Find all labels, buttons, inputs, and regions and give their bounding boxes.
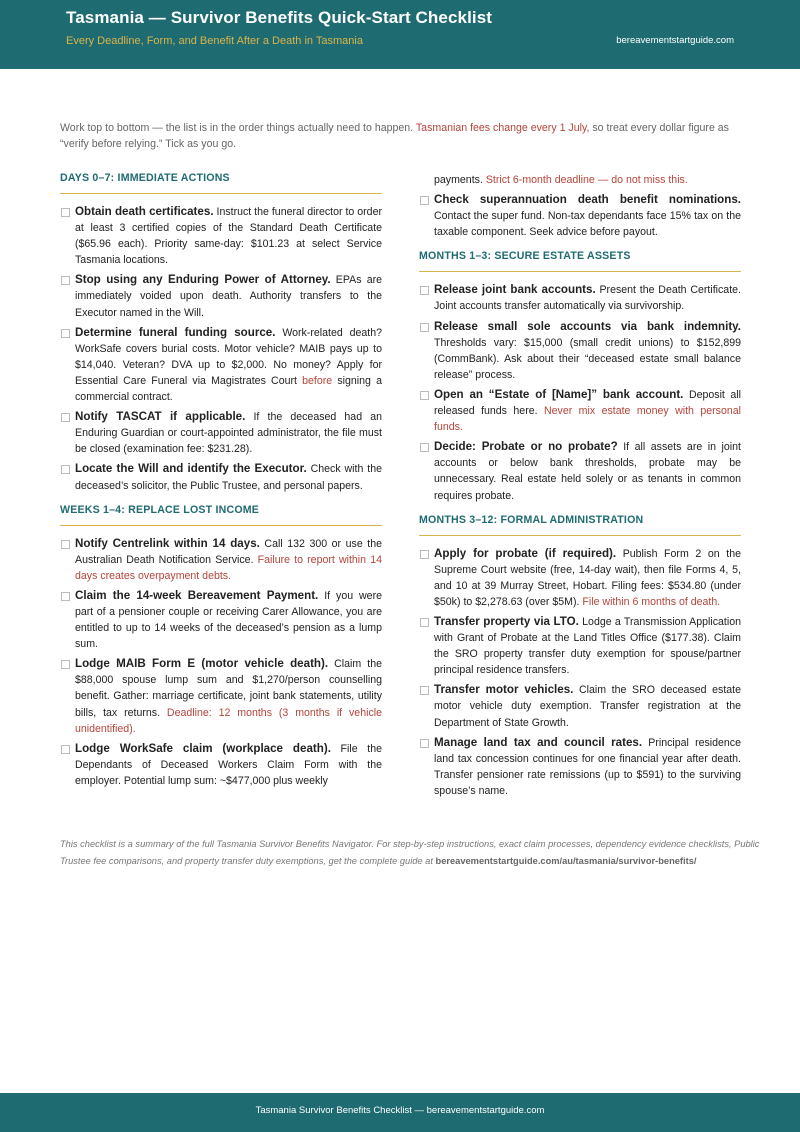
item-body: Lodge a Transmission Application with Grant of Probate at the Land Titles Office ($177.38). Claim the SRO property transfer duty exemption for spouse/partner principal residence transfers. — [434, 615, 741, 677]
checklist-item — [60, 656, 382, 736]
item-heading: Locate the Will and identify the Executor. — [75, 462, 307, 476]
checkbox[interactable] — [420, 443, 429, 452]
item-body: payments. — [434, 174, 486, 186]
item-body: Deposit all released funds here. — [434, 388, 741, 418]
item-body: If you were part of a pensioner couple or receiving Carer Allowance, you are entitled to up to 14 weeks of the deceased’s pension as a lump sum. — [75, 589, 382, 651]
item-body: signing a commercial contract. — [75, 374, 382, 404]
checkbox[interactable] — [420, 618, 429, 627]
item-heading: Stop using any Enduring Power of Attorney. — [75, 273, 331, 287]
guide-link[interactable]: bereavementstartguide.com/au/tasmania/survivor-benefits/ — [435, 855, 697, 866]
checklist-item — [419, 319, 741, 383]
checklist-item — [419, 387, 741, 435]
item-warning: before — [302, 374, 333, 387]
item-body: Claim the SRO deceased estate motor vehicle duty exemption. Transfer registration at the Department of State Growth. — [434, 684, 741, 729]
checkbox[interactable] — [420, 196, 429, 205]
checkbox[interactable] — [420, 739, 429, 748]
checkbox[interactable] — [61, 276, 70, 285]
checkbox[interactable] — [61, 465, 70, 474]
section-title: DAYS 0–7: IMMEDIATE ACTIONS — [60, 172, 382, 194]
item-continuation — [419, 172, 741, 188]
checklist-item — [60, 325, 382, 405]
item-heading: Release joint bank accounts. — [434, 283, 596, 297]
item-body: If the deceased had an Enduring Guardian or court-appointed administrator, the file must be closed (examination fee: $231.28). — [75, 411, 383, 456]
footnote-text: This checklist is a summary of the full Tasmania Survivor Benefits Navigator. For step-by-step instructions, exact claim processes, dependency evidence checklists, Public Trustee fee comparisons, and property transfer duty exemptions, get the complete guide at — [60, 839, 760, 866]
checkbox[interactable] — [420, 391, 429, 400]
checklist-item — [60, 536, 382, 584]
item-body: If all assets are in joint accounts or below bank thresholds, probate may be unnecessary. Real estate held solely or as tenants in common requires probate. — [434, 441, 741, 502]
checklist-item — [419, 735, 741, 799]
item-warning: Strict 6-month deadline — do not miss this. — [485, 174, 688, 186]
item-heading: Release small sole accounts via bank indemnity. — [434, 319, 741, 333]
item-heading: Apply for probate (if required). — [434, 546, 617, 560]
checklist-item — [419, 682, 741, 730]
item-body: Contact the super fund. Non-tax dependants face 15% tax on the taxable component. Seek advice before payout. — [434, 210, 741, 239]
checklist-item — [60, 588, 382, 652]
item-body: Work-related death? WorkSafe covers burial costs. Motor vehicle? MAIB pays up to $14,040. Veteran? DVA up to $2,000. No money? Apply for Essential Care Funeral via Magistrates Court — [75, 326, 383, 387]
checkbox[interactable] — [61, 660, 70, 669]
section-title: MONTHS 3–12: FORMAL ADMINISTRATION — [419, 514, 741, 536]
item-body: Thresholds vary: $15,000 (small credit unions) to $152,899 (CommBank). Ask about their “deceased estate small balance release” process. — [434, 336, 741, 381]
page-header — [0, 0, 800, 69]
checkbox[interactable] — [61, 745, 70, 754]
item-warning: Deadline: 12 months (3 months if vehicle unidentified). — [75, 706, 382, 735]
checklist-item — [419, 192, 741, 240]
intro-text-end: so treat every dollar figure as “verify before relying.” Tick as you go. — [60, 122, 729, 150]
item-body: Present the Death Certificate. Joint accounts transfer automatically via survivorship. — [434, 284, 741, 313]
checkbox[interactable] — [420, 686, 429, 695]
item-body: Call 132 300 or use the Australian Death Notification Service. — [75, 537, 382, 566]
item-warning: Never mix estate money with personal funds. — [434, 405, 741, 434]
header-site-link[interactable]: bereavementstartguide.com — [616, 35, 734, 46]
page-footer — [0, 1093, 800, 1132]
item-heading: Notify Centrelink within 14 days. — [75, 536, 260, 550]
item-body: Publish Form 2 on the Supreme Court website (free, 14-day wait), then file Forms 4, 5, and 10 at 39 Murray Street, Hobart. Filing fees: $534.80 (under $50k) to $2,278.63 (over $5M). — [434, 547, 741, 608]
checkbox[interactable] — [420, 323, 429, 332]
checklist-item — [60, 461, 382, 493]
page-title: Tasmania — Survivor Benefits Quick-Start Checklist — [66, 8, 493, 27]
checklist-item — [60, 272, 382, 320]
checkbox[interactable] — [61, 208, 70, 217]
checklist-item — [60, 204, 382, 268]
item-heading: Notify TASCAT if applicable. — [75, 410, 246, 424]
section-title: MONTHS 1–3: SECURE ESTATE ASSETS — [419, 250, 741, 272]
intro-warning: Tasmanian fees change every 1 July, — [415, 122, 590, 134]
item-heading: Transfer property via LTO. — [434, 614, 579, 628]
intro-text: Work top to bottom — the list is in the order things actually need to happen. — [60, 122, 416, 134]
item-body: Instruct the funeral director to order at least 3 certified copies of the Standard Death Certificate ($65.96 each). Priority same-day: $101.23 at select Service Tasmania locations. — [75, 206, 382, 267]
item-heading: Open an “Estate of [Name]” bank account. — [434, 387, 684, 401]
checkbox[interactable] — [61, 592, 70, 601]
item-body: Check with the deceased’s solicitor, the Public Trustee, and personal papers. — [75, 463, 382, 492]
checklist-item — [419, 282, 741, 314]
checkbox[interactable] — [420, 286, 429, 295]
right-column — [419, 172, 741, 803]
item-heading: Claim the 14-week Bereavement Payment. — [75, 588, 319, 602]
checkbox[interactable] — [61, 329, 70, 338]
item-warning: Failure to report within 14 days creates overpayment debts. — [75, 553, 382, 582]
item-heading: Decide: Probate or no probate? — [434, 440, 618, 454]
checklist-item — [60, 741, 382, 789]
checkbox[interactable] — [61, 540, 70, 549]
checklist-item — [419, 614, 741, 678]
item-warning: File within 6 months of death. — [582, 595, 721, 608]
item-heading: Obtain death certificates. — [75, 205, 214, 218]
item-heading: Lodge MAIB Form E (motor vehicle death). — [75, 657, 329, 671]
item-heading: Lodge WorkSafe claim (workplace death). — [75, 741, 331, 755]
footer-text: Tasmania Survivor Benefits Checklist — bereavementstartguide.com — [255, 1105, 545, 1116]
item-body: Claim the $88,000 spouse lump sum and $1,270/person counselling benefit. Gather: marriage certificate, joint bank statements, utility bills, tax returns. — [75, 658, 383, 719]
checkbox[interactable] — [420, 550, 429, 559]
item-heading: Determine funeral funding source. — [75, 325, 276, 339]
footnote — [60, 836, 770, 869]
item-body: File the Dependants of Deceased Workers Claim Form with the employer. Potential lump sum: ~$477,000 plus weekly — [75, 742, 382, 787]
item-heading: Manage land tax and council rates. — [434, 735, 643, 749]
checklist-item — [419, 546, 741, 610]
section-title: WEEKS 1–4: REPLACE LOST INCOME — [60, 504, 382, 526]
intro-paragraph — [60, 120, 750, 152]
checklist-item — [60, 409, 382, 457]
item-heading: Transfer motor vehicles. — [434, 683, 574, 697]
item-body: EPAs are immediately voided upon death. Authority transfers to the Executor named in the Will. — [75, 274, 383, 319]
left-column — [60, 172, 382, 793]
item-body: Principal residence land tax concession continues for one financial year after death. Transfer pensioner rate remissions (up to $591) to the surviving spouse’s name. — [434, 736, 741, 797]
item-heading: Check superannuation death benefit nominations. — [434, 193, 741, 207]
page-subtitle: Every Deadline, Form, and Benefit After a Death in Tasmania — [66, 35, 363, 47]
checkbox[interactable] — [61, 413, 70, 422]
checklist-item — [419, 439, 741, 503]
